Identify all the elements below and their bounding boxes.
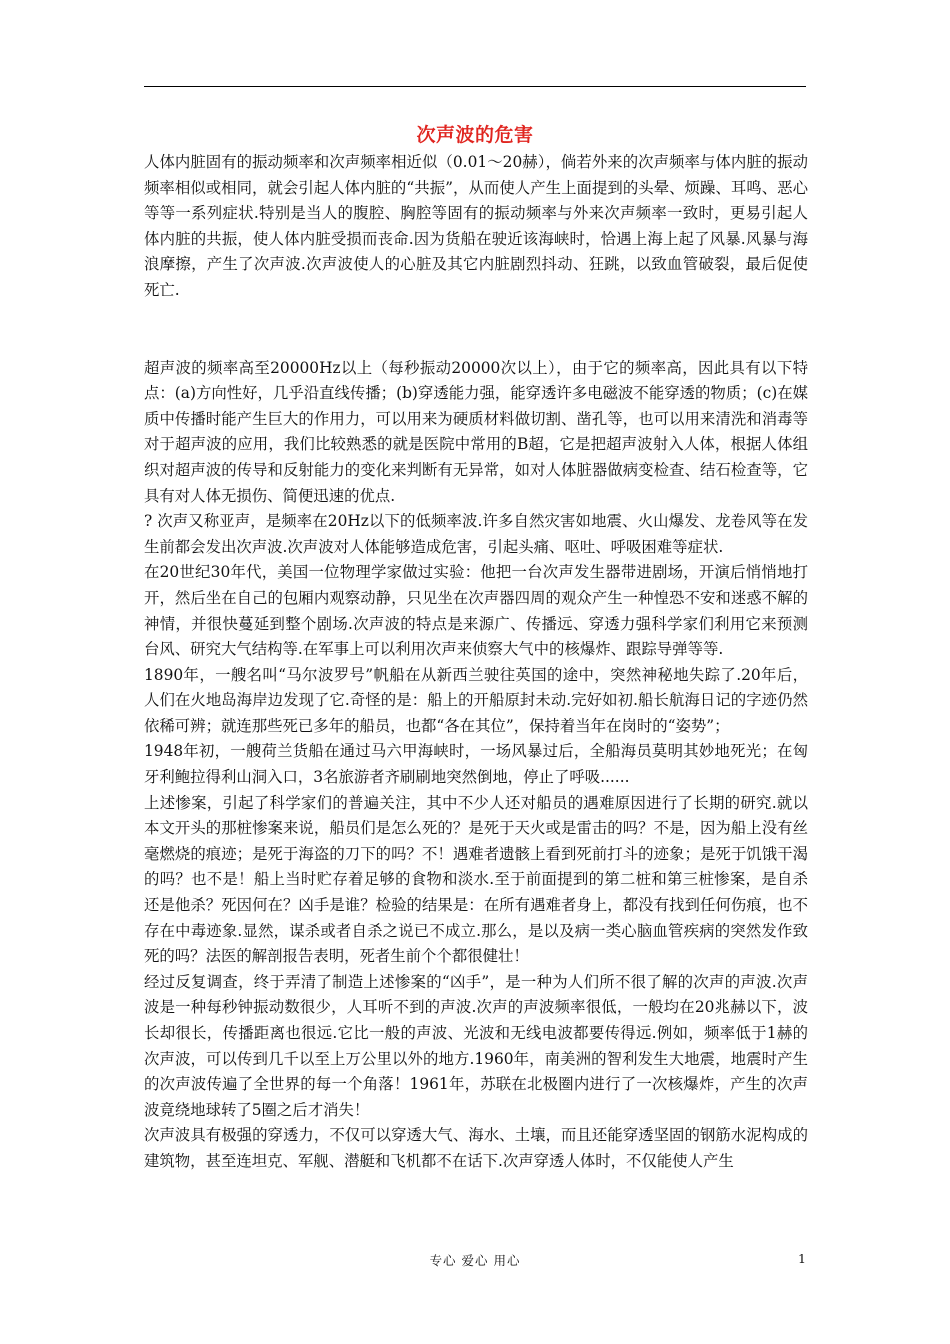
page-title: 次声波的危害 xyxy=(416,124,534,146)
paragraph-penetration: 次声波具有极强的穿透力，不仅可以穿透大气、海水、土壤，而且还能穿透坚固的钢筋水泥构成的建筑物，甚至连坦克、军舰、潜艇和飞机都不在话下.次声穿透人体时，不仅能使人产生 xyxy=(144,1126,808,1170)
paragraph-1948-ship: 1948年初，一艘荷兰货船在通过马六甲海峡时，一场风暴过后，全船海员莫明其妙地死光；在匈牙利鲍拉得利山洞入口，3名旅游者齐刷刷地突然倒地，停止了呼吸...... xyxy=(144,742,808,787)
article-body xyxy=(144,150,808,1175)
paragraph-investigation: 上述惨案，引起了科学家们的普遍关注，其中不少人还对船员的遇难原因进行了长期的研究.就以本文开头的那桩惨案来说，船员们是怎么死的？是死于天火或是雷击的吗？不是，因为船上没有丝毫燃烧的痕迹；是死于海盗的刀下的吗？不！遇难者遗骸上看到死前打斗的迹象；是死于饥饿干渴的吗？也不是！船上当时贮存着足够的食物和淡水.至于前面提到的第二桩和第三桩惨案，是自杀还是他杀？死因何在？凶手是谁？检验的结果是：在所有遇难者身上，都没有找到任何伤痕，也不存在中毒迹象.显然，谋杀或者自杀之说已不成立.那么，是以及病一类心脑血管疾病的突然发作致死的吗？法医的解剖报告表明，死者生前个个都很健壮！ xyxy=(144,793,808,966)
paragraph-ultrasound: 超声波的频率高至20000Hz以上（每秒振动20000次以上），由于它的频率高，因此具有以下特点：(a)方向性好，几乎沿直线传播；(b)穿透能力强，能穿透许多电磁波不能穿透的物质；(c)在媒质中传播时能产生巨大的作用力，可以用来为硬质材料做切割、凿孔等，也可以用来清洗和消毒等对于超声波的应用，我们比较熟悉的就是医院中常用的B超，它是把超声波射入人体，根据人体组织对超声波的传导和反射能力的变化来判断有无异常，如对人体脏器做病变检查、结石检查等，它具有对人体无损伤、简便迅速的优点. xyxy=(144,358,808,505)
paragraph-infrasound-definition: ? 次声又称亚声，是频率在20Hz以下的低频率波.许多自然灾害如地震、火山爆发、龙卷风等在发生前都会发出次声波.次声波对人体能够造成危害，引起头痛、呕吐、呼吸困难等症状. xyxy=(144,512,808,556)
paragraph-theater-experiment: 在20世纪30年代，美国一位物理学家做过实验：他把一台次声发生器带进剧场，开演后悄悄地打开，然后坐在自己的包厢内观察动静，只见坐在次声器四周的观众产生一种惶恐不安和迷惑不解的神情，并很快蔓延到整个剧场.次声波的特点是来源广、传播远、穿透力强科学家们利用它来预测台风、研究大气结构等.在军事上可以利用次声来侦察大气中的核爆炸、跟踪导弹等等. xyxy=(144,563,808,659)
paragraph-resonance: 人体内脏固有的振动频率和次声频率相近似（0.01～20赫），倘若外来的次声频率与体内脏的振动频率相似或相同，就会引起人体内脏的“共振”，从而使人产生上面提到的头晕、烦躁、耳鸣、恶心等等一系列症状.特别是当人的腹腔、胸腔等固有的振动频率与外来次声频率一致时，更易引起人体内脏的共振，使人体内脏受损而丧命.因为货船在驶近该海峡时，恰遇上海上起了风暴.风暴与海浪摩擦，产生了次声波.次声波使人的心脏及其它内脏剧烈抖动、狂跳，以致血管破裂，最后促使死亡. xyxy=(144,153,808,299)
paragraph-gap xyxy=(144,304,808,356)
paragraph-culprit: 经过反复调查，终于弄清了制造上述惨案的“凶手”，是一种为人们所不很了解的次声的声波.次声波是一种每秒钟振动数很少，人耳听不到的声波.次声的声波频率很低，一般均在20兆赫以下，波长却很长，传播距离也很远.它比一般的声波、光波和无线电波都要传得远.例如，频率低于1赫的次声波，可以传到几千以至上万公里以外的地方.1960年，南美洲的智利发生大地震，地震时产生的次声波传遍了全世界的每一个角落！1961年，苏联在北极圈内进行了一次核爆炸，产生的次声波竟绕地球转了5圈之后才消失！ xyxy=(144,972,808,1119)
header-rule xyxy=(144,86,806,87)
footer-motto: 专心 爱心 用心 xyxy=(429,1253,521,1268)
paragraph-1890-ship: 1890年，一艘名叫“马尔波罗号”帆船在从新西兰驶往英国的途中，突然神秘地失踪了.20年后，人们在火地岛海岸边发现了它.奇怪的是：船上的开船原封未动.完好如初.船长航海日记的字迹仍然依稀可辨；就连那些死已多年的船员，也都“各在其位”，保持着当年在岗时的“姿势”； xyxy=(144,665,808,735)
page-number: 1 xyxy=(798,1251,806,1266)
